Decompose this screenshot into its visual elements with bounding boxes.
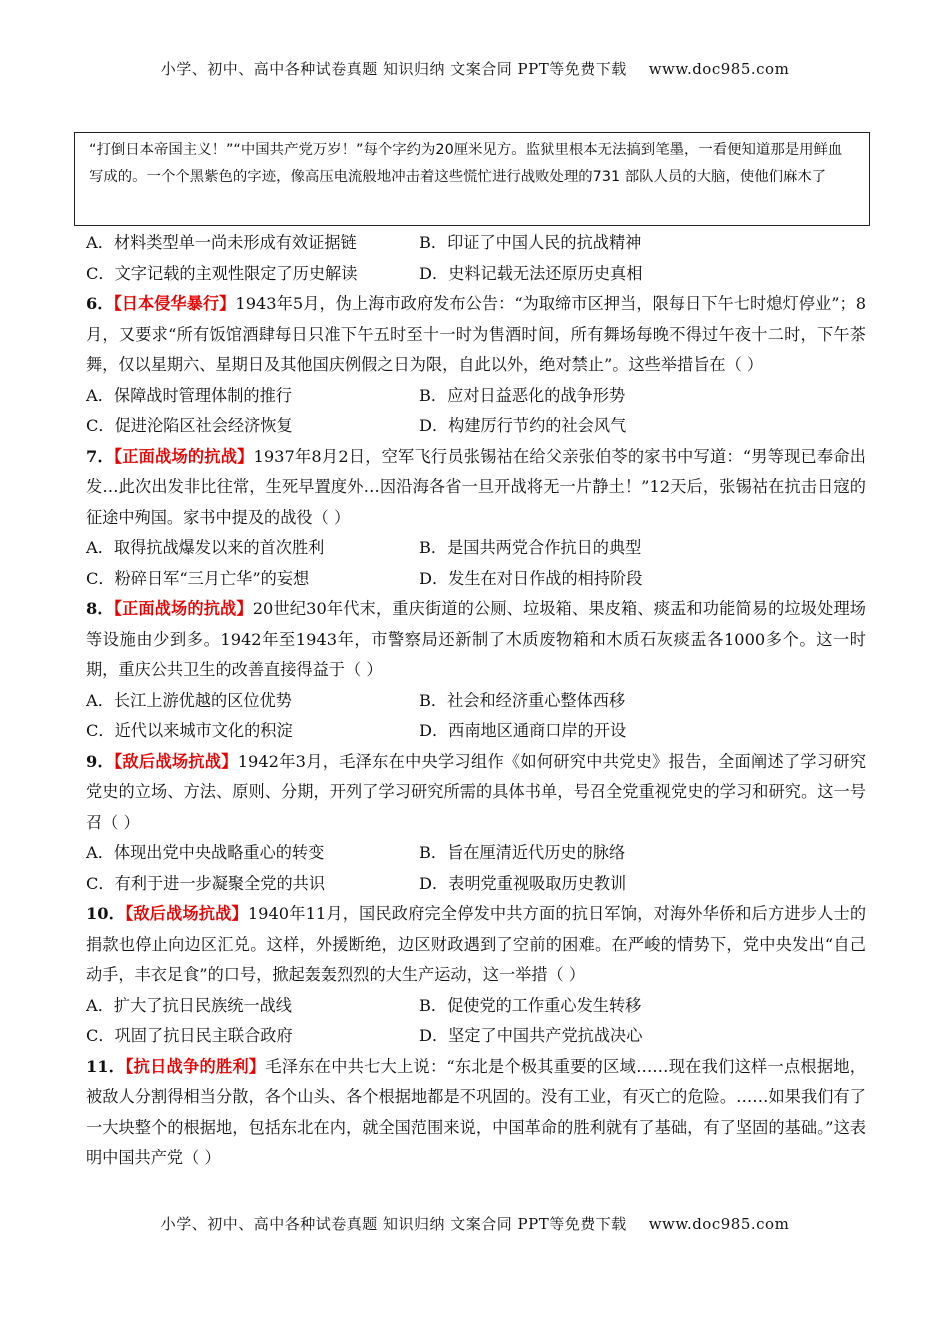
question-8 bbox=[86, 594, 866, 686]
quote-box bbox=[74, 132, 870, 226]
q7-options-row-1 bbox=[86, 533, 866, 564]
q9-option-d: D．表明党重视吸取历史教训 bbox=[419, 873, 627, 893]
question-tag: 【敌后战场抗战】 bbox=[125, 904, 248, 923]
question-number: 9． bbox=[86, 751, 115, 771]
q7-option-a: A．取得抗战爆发以来的首次胜利 bbox=[86, 538, 325, 557]
q7-option-d: D．发生在对日作战的相持阶段 bbox=[419, 568, 643, 588]
q8-option-a: A．长江上游优越的区位优势 bbox=[86, 690, 292, 710]
question-6 bbox=[86, 289, 866, 381]
question-tag: 【抗日战争的胜利】 bbox=[125, 1056, 266, 1076]
q10-options-row-1 bbox=[86, 991, 866, 1022]
q9-option-a: A．体现出党中央战略重心的转变 bbox=[86, 843, 325, 862]
q5-option-b: B．印证了中国人民的抗战精神 bbox=[419, 233, 642, 252]
q10-options-row-2 bbox=[86, 1021, 866, 1052]
question-tag: 【敌后战场抗战】 bbox=[114, 751, 238, 771]
q10-option-c: C．巩固了抗日民主联合政府 bbox=[86, 1026, 293, 1045]
q10-option-a: A．扩大了抗日民族统一战线 bbox=[86, 995, 292, 1015]
q6-option-b: B．应对日益恶化的战争形势 bbox=[419, 385, 626, 405]
q8-options-row-2 bbox=[86, 716, 866, 747]
q7-option-b: B．是国共两党合作抗日的典型 bbox=[419, 538, 642, 557]
q9-option-b: B．旨在厘清近代历史的脉络 bbox=[419, 843, 626, 862]
question-stem: 1940年11月，国民政府完全停发中共方面的抗日军饷，对海外华侨和后方进步人士的捐款也停止向边区汇兑。这样，外援断绝，边区财政遇到了空前的困难。在严峻的情势下，党中央发出“自己动手，丰衣足食”的口号，掀起轰轰烈烈的大生产运动，这一举措（ ） bbox=[86, 904, 867, 984]
question-number: 6． bbox=[86, 294, 114, 313]
question-number: 10． bbox=[86, 904, 126, 923]
q8-option-c: C．近代以来城市文化的积淀 bbox=[86, 721, 293, 740]
question-10 bbox=[86, 899, 866, 991]
question-9 bbox=[86, 747, 866, 839]
question-tag: 【正面战场的抗战】 bbox=[113, 599, 253, 618]
q5-option-d: D．史料记载无法还原历史真相 bbox=[419, 263, 643, 283]
question-tag: 【日本侵华暴行】 bbox=[113, 294, 236, 313]
q6-option-a: A．保障战时管理体制的推行 bbox=[86, 385, 292, 405]
q6-options-row-2 bbox=[86, 411, 866, 442]
q9-options-row-2 bbox=[86, 869, 866, 900]
q7-options-row-2 bbox=[86, 564, 866, 595]
quote-text: “打倒日本帝国主义！”“中国共产党万岁！”每个字约为20厘米见方。监狱里根本无法搞到笔墨，一看便知道那是用鲜血写成的。一个个黑紫色的字迹，像高压电流般地冲击着这些慌忙进行战败处理的731 部队人员的大脑，使他们麻木了 bbox=[89, 142, 843, 185]
q5-options-row-2 bbox=[86, 259, 866, 290]
q6-option-d: D．构建厉行节约的社会风气 bbox=[419, 416, 627, 435]
q9-option-c: C．有利于进一步凝聚全党的共识 bbox=[86, 873, 326, 893]
q8-options-row-1 bbox=[86, 686, 866, 717]
q10-option-d: D．坚定了中国共产党抗战决心 bbox=[419, 1026, 643, 1045]
question-number: 7． bbox=[86, 446, 114, 466]
header-site: www.doc985.com bbox=[648, 60, 790, 78]
question-7 bbox=[86, 442, 866, 534]
q8-option-d: D．西南地区通商口岸的开设 bbox=[419, 721, 627, 740]
q9-options-row-1 bbox=[86, 838, 866, 869]
question-11 bbox=[86, 1052, 866, 1174]
q5-options-row-1 bbox=[86, 228, 866, 259]
q5-option-a: A．材料类型单一尚未形成有效证据链 bbox=[86, 233, 357, 252]
question-stem: 1943年5月，伪上海市政府发布公告：“为取缔市区押当，限每日下午七时熄灯停业”；8月，又要求“所有饭馆酒肆每日只准下午五时至十一时为售酒时间，所有舞场每晚不得过午夜十二时，下午茶舞，仅以星期六、星期日及其他国庆例假之日为限，自此以外，绝对禁止”。这些举措旨在（ ） bbox=[86, 294, 867, 374]
q6-options-row-1 bbox=[86, 381, 866, 412]
question-tag: 【正面战场的抗战】 bbox=[113, 446, 254, 466]
question-stem: 毛泽东在中共七大上说：“东北是个极其重要的区域……现在我们这样一点根据地，被敌人分割得相当分散，各个山头、各个根据地都是不巩固的。没有工业，有灭亡的危险。……如果我们有了一大块整个的根据地，包括东北在内，就全国范围来说，中国革命的胜利就有了基础，有了坚固的基础。”这表明中国共产党（ ） bbox=[86, 1056, 866, 1167]
q8-option-b: B．社会和经济重心整体西移 bbox=[419, 690, 626, 710]
page-header bbox=[0, 58, 950, 79]
header-text: 小学、初中、高中各种试卷真题 知识归纳 文案合同 PPT等免费下载 bbox=[160, 60, 627, 78]
questions-content bbox=[86, 228, 866, 1174]
question-number: 11． bbox=[86, 1056, 126, 1076]
question-stem: 20世纪30年代末，重庆街道的公厕、垃圾箱、果皮箱、痰盂和功能简易的垃圾处理场等设施由少到多。1942年至1943年，市警察局还新制了木质废物箱和木质石灰痰盂各1000多个。这一时期，重庆公共卫生的改善直接得益于（ ） bbox=[86, 599, 866, 679]
q10-option-b: B．促使党的工作重心发生转移 bbox=[419, 995, 642, 1015]
q6-option-c: C．促进沦陷区社会经济恢复 bbox=[86, 416, 293, 435]
q5-option-c: C．文字记载的主观性限定了历史解读 bbox=[86, 263, 358, 283]
question-number: 8． bbox=[86, 599, 114, 618]
page-footer bbox=[0, 1213, 950, 1234]
question-stem: 1937年8月2日，空军飞行员张锡祜在给父亲张伯苓的家书中写道：“男等现已奉命出发…此次出发非比往常，生死早置度外…因沿海各省一旦开战将无一片静土！”12天后，张锡祜在抗击日寇的征途中殉国。家书中提及的战役（ ） bbox=[86, 446, 866, 527]
footer-site: www.doc985.com bbox=[648, 1215, 790, 1233]
q7-option-c: C．粉碎日军“三月亡华”的妄想 bbox=[86, 568, 310, 588]
question-stem: 1942年3月，毛泽东在中央学习组作《如何研究中共党史》报告，全面阐述了学习研究党史的立场、方法、原则、分期，开列了学习研究所需的具体书单，号召全党重视党史的学习和研究。这一号召（ ） bbox=[86, 751, 867, 832]
footer-text: 小学、初中、高中各种试卷真题 知识归纳 文案合同 PPT等免费下载 bbox=[160, 1215, 627, 1233]
